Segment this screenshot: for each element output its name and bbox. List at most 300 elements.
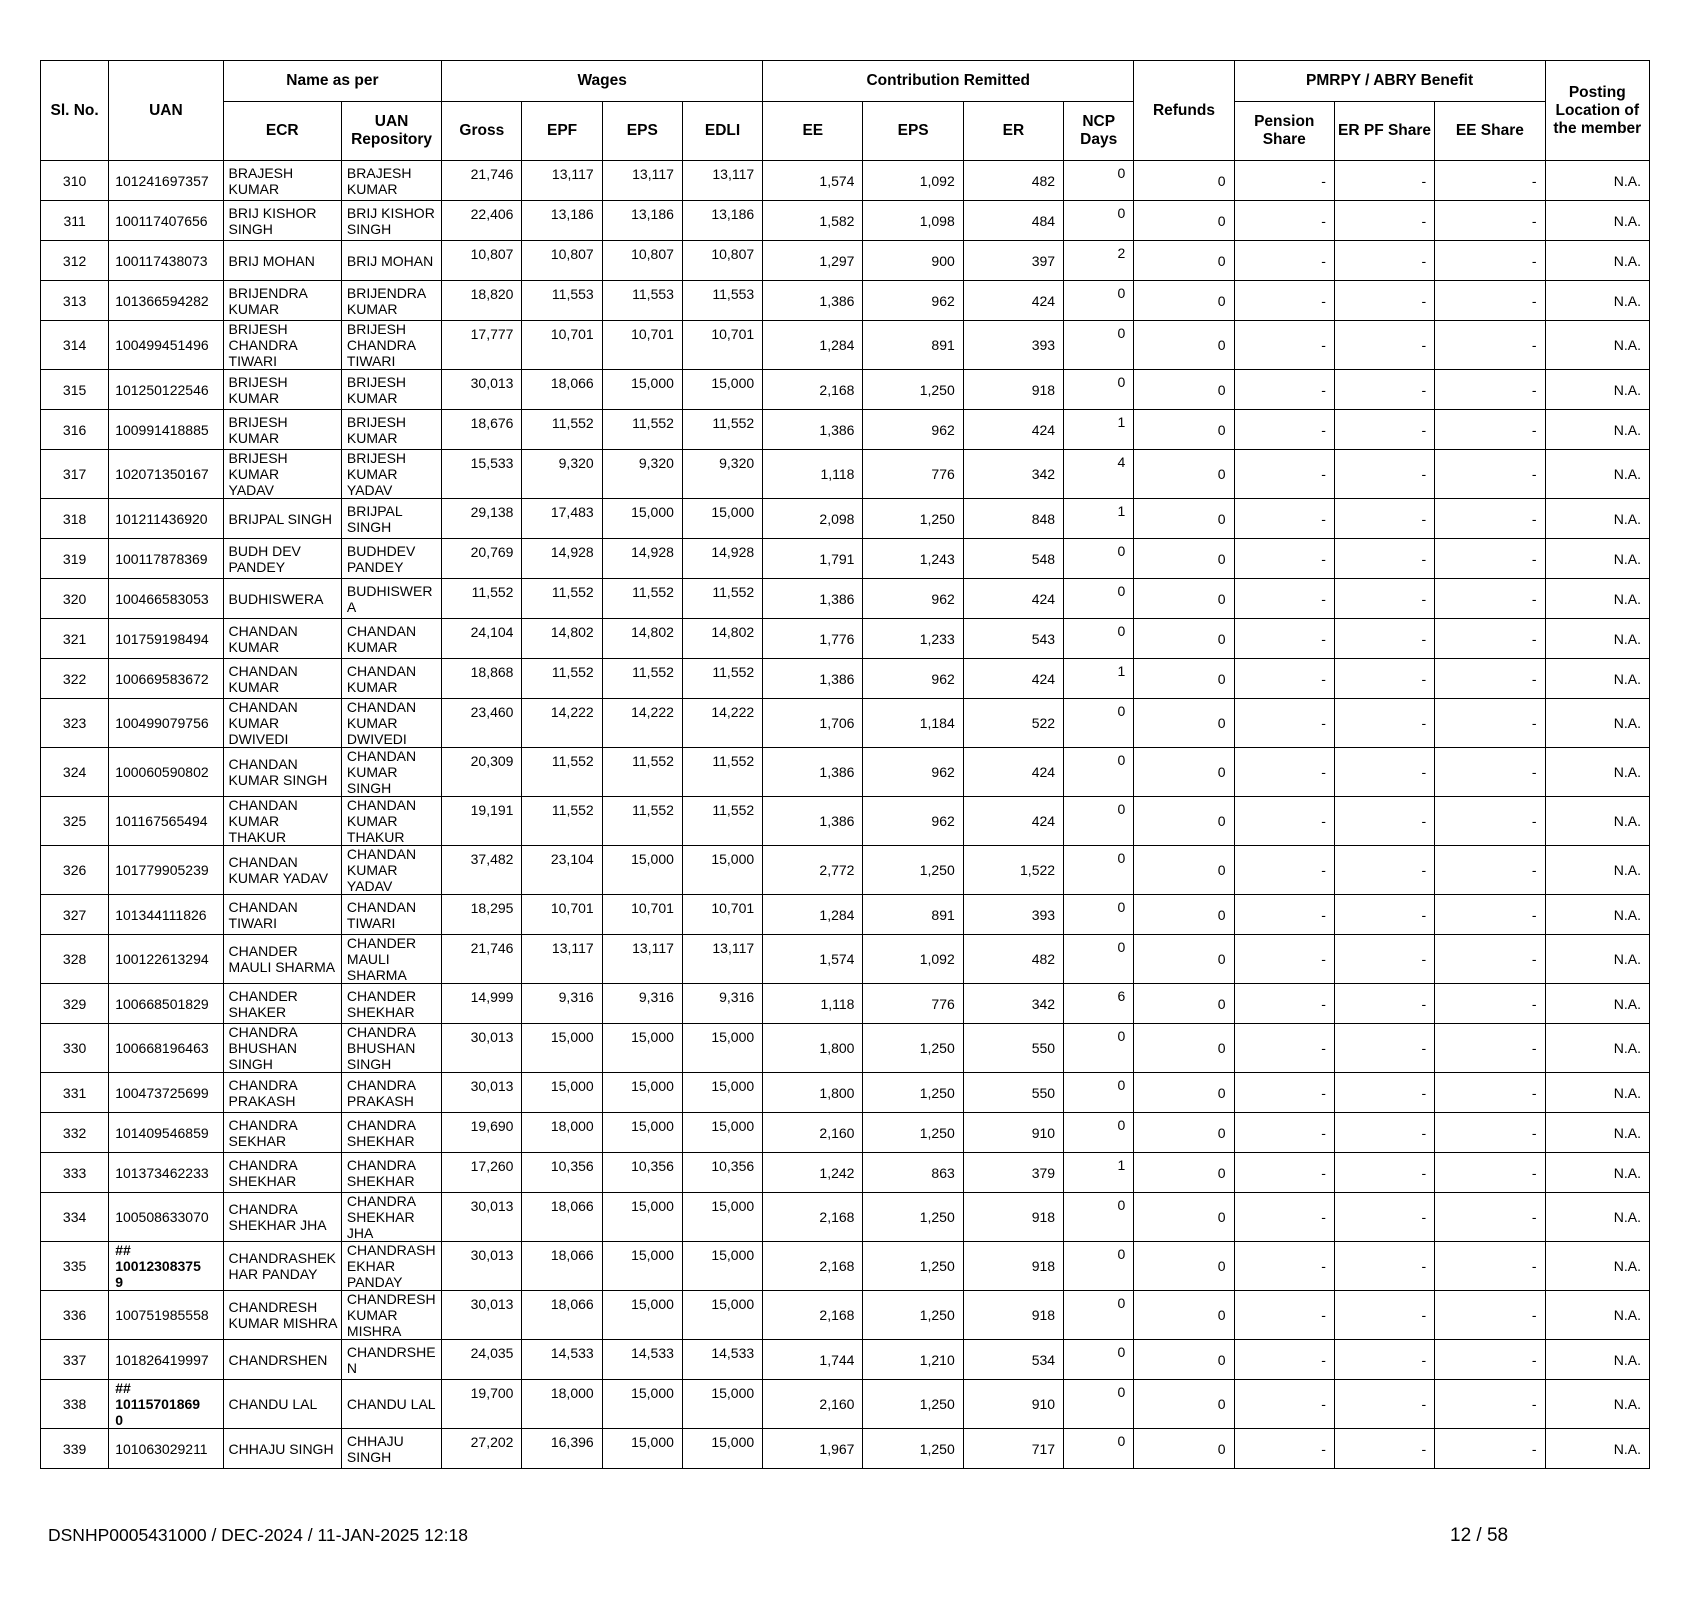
cell-epf: 11,552	[522, 748, 602, 797]
cell-posting-location: N.A.	[1545, 1340, 1649, 1380]
cell-eps: 14,928	[602, 539, 682, 579]
cell-posting-location: N.A.	[1545, 659, 1649, 699]
cell-er-pf-share: -	[1334, 370, 1434, 410]
cell-eps: 11,552	[602, 579, 682, 619]
cell-uan: 101167565494	[109, 797, 223, 846]
cell-er: 397	[963, 241, 1063, 281]
cell-edli: 10,701	[682, 321, 762, 370]
cell-uan: 101373462233	[109, 1153, 223, 1193]
cell-er: 424	[963, 748, 1063, 797]
cell-sl-no: 318	[41, 499, 109, 539]
table-row	[41, 984, 1650, 1024]
cell-eps: 15,000	[602, 1380, 682, 1429]
cell-er-pf-share: -	[1334, 1340, 1434, 1380]
table-row	[41, 410, 1650, 450]
cell-ee-share: -	[1435, 1113, 1545, 1153]
cell-gross: 19,191	[442, 797, 522, 846]
cell-pension-share: -	[1234, 1291, 1334, 1340]
cell-refunds: 0	[1134, 241, 1234, 281]
table-row	[41, 241, 1650, 281]
cell-pension-share: -	[1234, 984, 1334, 1024]
cell-er-pf-share: -	[1334, 895, 1434, 935]
cell-ee: 1,118	[763, 984, 863, 1024]
cell-eps-contribution: 1,092	[863, 161, 963, 201]
cell-gross: 27,202	[442, 1429, 522, 1469]
cell-name-ecr: BRIJPAL SINGH	[223, 499, 341, 539]
cell-eps-contribution: 1,250	[863, 1193, 963, 1242]
cell-ee: 1,800	[763, 1024, 863, 1073]
cell-gross: 30,013	[442, 1291, 522, 1340]
cell-edli: 13,186	[682, 201, 762, 241]
cell-er: 548	[963, 539, 1063, 579]
cell-uan: 101344111826	[109, 895, 223, 935]
cell-refunds: 0	[1134, 450, 1234, 499]
header-posting-location: Posting Location of the member	[1545, 61, 1649, 161]
cell-name-ecr: CHANDAN KUMAR YADAV	[223, 846, 341, 895]
cell-ee: 1,386	[763, 797, 863, 846]
cell-epf: 14,222	[522, 699, 602, 748]
cell-eps-contribution: 1,210	[863, 1340, 963, 1380]
cell-name-uan-repository: CHANDAN KUMAR YADAV	[341, 846, 441, 895]
cell-eps-contribution: 962	[863, 579, 963, 619]
cell-edli: 15,000	[682, 1429, 762, 1469]
cell-pension-share: -	[1234, 499, 1334, 539]
cell-name-uan-repository: CHANDAN KUMAR THAKUR	[341, 797, 441, 846]
cell-eps-contribution: 1,250	[863, 846, 963, 895]
cell-sl-no: 337	[41, 1340, 109, 1380]
cell-posting-location: N.A.	[1545, 1429, 1649, 1469]
cell-epf: 18,000	[522, 1380, 602, 1429]
cell-edli: 15,000	[682, 1242, 762, 1291]
cell-refunds: 0	[1134, 1073, 1234, 1113]
cell-gross: 21,746	[442, 161, 522, 201]
cell-er-pf-share: -	[1334, 579, 1434, 619]
cell-sl-no: 314	[41, 321, 109, 370]
cell-gross: 17,260	[442, 1153, 522, 1193]
cell-er: 424	[963, 797, 1063, 846]
cell-eps-contribution: 1,250	[863, 1242, 963, 1291]
cell-er: 379	[963, 1153, 1063, 1193]
table-row	[41, 1193, 1650, 1242]
cell-eps-contribution: 1,243	[863, 539, 963, 579]
cell-uan: 101779905239	[109, 846, 223, 895]
cell-name-ecr: BRIJENDRA KUMAR	[223, 281, 341, 321]
cell-epf: 18,066	[522, 370, 602, 410]
cell-ncp-days: 4	[1064, 450, 1134, 499]
cell-pension-share: -	[1234, 579, 1334, 619]
cell-sl-no: 329	[41, 984, 109, 1024]
cell-ee-share: -	[1435, 984, 1545, 1024]
cell-name-uan-repository: CHANDRA PRAKASH	[341, 1073, 441, 1113]
table-row	[41, 1429, 1650, 1469]
cell-name-uan-repository: CHANDRASH EKHAR PANDAY	[341, 1242, 441, 1291]
table-row	[41, 450, 1650, 499]
cell-pension-share: -	[1234, 370, 1334, 410]
cell-ncp-days: 1	[1064, 410, 1134, 450]
cell-epf: 9,316	[522, 984, 602, 1024]
cell-epf: 10,807	[522, 241, 602, 281]
cell-er: 342	[963, 450, 1063, 499]
cell-name-ecr: BUDHISWERA	[223, 579, 341, 619]
cell-eps-contribution: 962	[863, 281, 963, 321]
table-row	[41, 895, 1650, 935]
footer-document-reference: DSNHP0005431000 / DEC-2024 / 11-JAN-2025 12:18	[48, 1525, 468, 1545]
cell-ncp-days: 0	[1064, 1113, 1134, 1153]
cell-ncp-days: 0	[1064, 619, 1134, 659]
cell-eps-contribution: 1,250	[863, 1380, 963, 1429]
cell-eps: 11,552	[602, 797, 682, 846]
cell-gross: 29,138	[442, 499, 522, 539]
cell-name-ecr: CHANDRA SHEKHAR JHA	[223, 1193, 341, 1242]
cell-ncp-days: 2	[1064, 241, 1134, 281]
cell-sl-no: 334	[41, 1193, 109, 1242]
cell-name-ecr: BRIJ MOHAN	[223, 241, 341, 281]
cell-uan: 101759198494	[109, 619, 223, 659]
cell-edli: 10,807	[682, 241, 762, 281]
cell-ee-share: -	[1435, 1153, 1545, 1193]
table-row	[41, 161, 1650, 201]
table-row	[41, 1113, 1650, 1153]
cell-ee: 2,160	[763, 1380, 863, 1429]
cell-posting-location: N.A.	[1545, 748, 1649, 797]
cell-sl-no: 322	[41, 659, 109, 699]
header-pension-share: Pension Share	[1234, 102, 1334, 161]
cell-er: 424	[963, 410, 1063, 450]
cell-uan: 100669583672	[109, 659, 223, 699]
contribution-table	[40, 60, 1650, 1469]
cell-er: 342	[963, 984, 1063, 1024]
cell-er-pf-share: -	[1334, 748, 1434, 797]
cell-uan: 100751985558	[109, 1291, 223, 1340]
cell-eps: 14,802	[602, 619, 682, 659]
cell-sl-no: 319	[41, 539, 109, 579]
header-uan-repository: UAN Repository	[341, 102, 441, 161]
cell-name-uan-repository: BRIJESH KUMAR YADAV	[341, 450, 441, 499]
cell-edli: 15,000	[682, 1193, 762, 1242]
table-row	[41, 539, 1650, 579]
cell-eps: 15,000	[602, 370, 682, 410]
cell-er-pf-share: -	[1334, 659, 1434, 699]
cell-uan: 101826419997	[109, 1340, 223, 1380]
cell-ee-share: -	[1435, 797, 1545, 846]
cell-sl-no: 335	[41, 1242, 109, 1291]
cell-sl-no: 328	[41, 935, 109, 984]
cell-refunds: 0	[1134, 846, 1234, 895]
cell-ee: 2,168	[763, 1193, 863, 1242]
cell-gross: 30,013	[442, 370, 522, 410]
cell-er: 918	[963, 370, 1063, 410]
cell-refunds: 0	[1134, 1242, 1234, 1291]
cell-sl-no: 321	[41, 619, 109, 659]
cell-gross: 11,552	[442, 579, 522, 619]
cell-sl-no: 339	[41, 1429, 109, 1469]
cell-gross: 23,460	[442, 699, 522, 748]
cell-epf: 11,552	[522, 410, 602, 450]
cell-pension-share: -	[1234, 1340, 1334, 1380]
footer-page-number: 12 / 58	[1450, 1525, 1509, 1546]
cell-uan: 100117878369	[109, 539, 223, 579]
cell-pension-share: -	[1234, 1380, 1334, 1429]
cell-ee-share: -	[1435, 410, 1545, 450]
cell-name-ecr: CHANDAN KUMAR SINGH	[223, 748, 341, 797]
cell-edli: 13,117	[682, 935, 762, 984]
header-epf: EPF	[522, 102, 602, 161]
cell-posting-location: N.A.	[1545, 846, 1649, 895]
cell-name-uan-repository: BRIJ KISHOR SINGH	[341, 201, 441, 241]
cell-sl-no: 317	[41, 450, 109, 499]
cell-er-pf-share: -	[1334, 1380, 1434, 1429]
cell-name-uan-repository: CHANDAN KUMAR DWIVEDI	[341, 699, 441, 748]
cell-eps-contribution: 1,250	[863, 1291, 963, 1340]
cell-name-uan-repository: BUDHISWER A	[341, 579, 441, 619]
cell-er-pf-share: -	[1334, 499, 1434, 539]
cell-name-uan-repository: CHANDRESH KUMAR MISHRA	[341, 1291, 441, 1340]
table-row	[41, 370, 1650, 410]
cell-ncp-days: 0	[1064, 539, 1134, 579]
cell-edli: 15,000	[682, 1113, 762, 1153]
cell-edli: 14,222	[682, 699, 762, 748]
cell-eps: 11,552	[602, 748, 682, 797]
cell-gross: 30,013	[442, 1193, 522, 1242]
header-contribution-remitted: Contribution Remitted	[763, 61, 1134, 102]
cell-pension-share: -	[1234, 659, 1334, 699]
table-body	[41, 161, 1650, 1469]
cell-er-pf-share: -	[1334, 797, 1434, 846]
cell-eps-contribution: 1,184	[863, 699, 963, 748]
cell-edli: 11,553	[682, 281, 762, 321]
cell-ncp-days: 0	[1064, 579, 1134, 619]
cell-gross: 18,820	[442, 281, 522, 321]
cell-ee-share: -	[1435, 699, 1545, 748]
cell-ncp-days: 0	[1064, 370, 1134, 410]
cell-name-ecr: CHHAJU SINGH	[223, 1429, 341, 1469]
cell-pension-share: -	[1234, 1113, 1334, 1153]
cell-gross: 22,406	[442, 201, 522, 241]
cell-epf: 18,066	[522, 1242, 602, 1291]
cell-ee: 1,744	[763, 1340, 863, 1380]
cell-epf: 11,552	[522, 797, 602, 846]
cell-edli: 9,320	[682, 450, 762, 499]
cell-epf: 10,356	[522, 1153, 602, 1193]
cell-er-pf-share: -	[1334, 699, 1434, 748]
cell-ncp-days: 0	[1064, 201, 1134, 241]
cell-ncp-days: 0	[1064, 1073, 1134, 1113]
cell-eps: 10,807	[602, 241, 682, 281]
cell-ncp-days: 0	[1064, 1242, 1134, 1291]
cell-edli: 14,533	[682, 1340, 762, 1380]
cell-pension-share: -	[1234, 1024, 1334, 1073]
cell-refunds: 0	[1134, 699, 1234, 748]
cell-sl-no: 310	[41, 161, 109, 201]
cell-posting-location: N.A.	[1545, 579, 1649, 619]
cell-ee-share: -	[1435, 895, 1545, 935]
cell-eps-contribution: 1,233	[863, 619, 963, 659]
table-row	[41, 659, 1650, 699]
cell-eps: 11,552	[602, 410, 682, 450]
cell-name-ecr: CHANDER MAULI SHARMA	[223, 935, 341, 984]
cell-refunds: 0	[1134, 1113, 1234, 1153]
cell-name-uan-repository: CHANDAN KUMAR	[341, 619, 441, 659]
cell-pension-share: -	[1234, 450, 1334, 499]
cell-eps-contribution: 1,250	[863, 499, 963, 539]
cell-er-pf-share: -	[1334, 539, 1434, 579]
cell-eps-contribution: 1,250	[863, 1024, 963, 1073]
cell-er: 534	[963, 1340, 1063, 1380]
cell-epf: 18,066	[522, 1291, 602, 1340]
cell-ee-share: -	[1435, 450, 1545, 499]
cell-uan: 100473725699	[109, 1073, 223, 1113]
cell-ncp-days: 1	[1064, 659, 1134, 699]
cell-epf: 9,320	[522, 450, 602, 499]
cell-eps-contribution: 962	[863, 748, 963, 797]
cell-gross: 18,295	[442, 895, 522, 935]
cell-ncp-days: 0	[1064, 748, 1134, 797]
cell-name-uan-repository: CHANDAN KUMAR	[341, 659, 441, 699]
table-row	[41, 699, 1650, 748]
cell-name-ecr: CHANDAN KUMAR THAKUR	[223, 797, 341, 846]
header-er: ER	[963, 102, 1063, 161]
cell-gross: 20,309	[442, 748, 522, 797]
cell-uan: 100117407656	[109, 201, 223, 241]
cell-pension-share: -	[1234, 1073, 1334, 1113]
cell-er-pf-share: -	[1334, 1073, 1434, 1113]
cell-edli: 11,552	[682, 579, 762, 619]
cell-posting-location: N.A.	[1545, 539, 1649, 579]
cell-er: 484	[963, 201, 1063, 241]
cell-gross: 20,769	[442, 539, 522, 579]
cell-er: 717	[963, 1429, 1063, 1469]
cell-refunds: 0	[1134, 410, 1234, 450]
cell-ncp-days: 0	[1064, 935, 1134, 984]
header-ee: EE	[763, 102, 863, 161]
cell-eps-contribution: 1,098	[863, 201, 963, 241]
cell-epf: 15,000	[522, 1073, 602, 1113]
cell-ee: 1,386	[763, 410, 863, 450]
cell-refunds: 0	[1134, 1380, 1234, 1429]
table-row	[41, 1242, 1650, 1291]
cell-ee-share: -	[1435, 281, 1545, 321]
cell-ee-share: -	[1435, 579, 1545, 619]
cell-er: 424	[963, 281, 1063, 321]
cell-ncp-days: 0	[1064, 1291, 1134, 1340]
cell-sl-no: 315	[41, 370, 109, 410]
cell-eps-contribution: 1,250	[863, 370, 963, 410]
cell-pension-share: -	[1234, 895, 1334, 935]
cell-er-pf-share: -	[1334, 846, 1434, 895]
cell-posting-location: N.A.	[1545, 1073, 1649, 1113]
cell-ncp-days: 6	[1064, 984, 1134, 1024]
cell-posting-location: N.A.	[1545, 1024, 1649, 1073]
cell-eps: 14,222	[602, 699, 682, 748]
cell-eps-contribution: 891	[863, 321, 963, 370]
cell-er-pf-share: -	[1334, 619, 1434, 659]
cell-name-ecr: BRIJESH KUMAR	[223, 410, 341, 450]
cell-ee-share: -	[1435, 1242, 1545, 1291]
cell-gross: 18,676	[442, 410, 522, 450]
cell-eps: 14,533	[602, 1340, 682, 1380]
cell-er-pf-share: -	[1334, 161, 1434, 201]
cell-er: 522	[963, 699, 1063, 748]
cell-er-pf-share: -	[1334, 984, 1434, 1024]
cell-gross: 17,777	[442, 321, 522, 370]
cell-er: 482	[963, 935, 1063, 984]
cell-name-ecr: CHANDRA SEKHAR	[223, 1113, 341, 1153]
cell-posting-location: N.A.	[1545, 699, 1649, 748]
cell-gross: 14,999	[442, 984, 522, 1024]
cell-sl-no: 313	[41, 281, 109, 321]
cell-uan: 100122613294	[109, 935, 223, 984]
cell-ee-share: -	[1435, 370, 1545, 410]
cell-edli: 10,701	[682, 895, 762, 935]
cell-gross: 19,690	[442, 1113, 522, 1153]
cell-name-ecr: BRIJESH KUMAR	[223, 370, 341, 410]
cell-er: 543	[963, 619, 1063, 659]
cell-ee-share: -	[1435, 748, 1545, 797]
cell-name-ecr: BRIJESH KUMAR YADAV	[223, 450, 341, 499]
header-ee-share: EE Share	[1435, 102, 1545, 161]
cell-sl-no: 311	[41, 201, 109, 241]
cell-ncp-days: 0	[1064, 1380, 1134, 1429]
cell-refunds: 0	[1134, 895, 1234, 935]
table-row	[41, 1024, 1650, 1073]
cell-pension-share: -	[1234, 321, 1334, 370]
cell-ee-share: -	[1435, 1073, 1545, 1113]
cell-uan: 100466583053	[109, 579, 223, 619]
cell-epf: 15,000	[522, 1024, 602, 1073]
cell-ncp-days: 0	[1064, 846, 1134, 895]
cell-epf: 14,928	[522, 539, 602, 579]
cell-eps: 15,000	[602, 1242, 682, 1291]
cell-er: 424	[963, 579, 1063, 619]
cell-pension-share: -	[1234, 201, 1334, 241]
cell-ee-share: -	[1435, 1024, 1545, 1073]
cell-edli: 15,000	[682, 1291, 762, 1340]
cell-ee: 1,574	[763, 935, 863, 984]
cell-edli: 10,356	[682, 1153, 762, 1193]
header-uan: UAN	[109, 61, 223, 161]
cell-eps-contribution: 1,092	[863, 935, 963, 984]
cell-name-uan-repository: BRIJPAL SINGH	[341, 499, 441, 539]
cell-eps-contribution: 1,250	[863, 1113, 963, 1153]
cell-gross: 15,533	[442, 450, 522, 499]
cell-posting-location: N.A.	[1545, 935, 1649, 984]
cell-eps: 9,320	[602, 450, 682, 499]
cell-epf: 13,117	[522, 935, 602, 984]
cell-eps-contribution: 776	[863, 450, 963, 499]
cell-eps-contribution: 1,250	[863, 1429, 963, 1469]
cell-uan: 100668501829	[109, 984, 223, 1024]
cell-ee: 1,582	[763, 201, 863, 241]
cell-uan: 102071350167	[109, 450, 223, 499]
cell-edli: 11,552	[682, 748, 762, 797]
table-row	[41, 499, 1650, 539]
cell-ee-share: -	[1435, 935, 1545, 984]
cell-ee: 2,168	[763, 370, 863, 410]
table-header	[41, 61, 1650, 161]
cell-name-ecr: CHANDAN KUMAR	[223, 659, 341, 699]
cell-gross: 30,013	[442, 1024, 522, 1073]
cell-er: 393	[963, 895, 1063, 935]
cell-edli: 11,552	[682, 410, 762, 450]
cell-eps-contribution: 900	[863, 241, 963, 281]
cell-sl-no: 316	[41, 410, 109, 450]
cell-er: 918	[963, 1193, 1063, 1242]
table-row	[41, 1380, 1650, 1429]
cell-ncp-days: 1	[1064, 1153, 1134, 1193]
cell-epf: 11,553	[522, 281, 602, 321]
cell-name-uan-repository: CHANDER SHEKHAR	[341, 984, 441, 1024]
cell-refunds: 0	[1134, 659, 1234, 699]
